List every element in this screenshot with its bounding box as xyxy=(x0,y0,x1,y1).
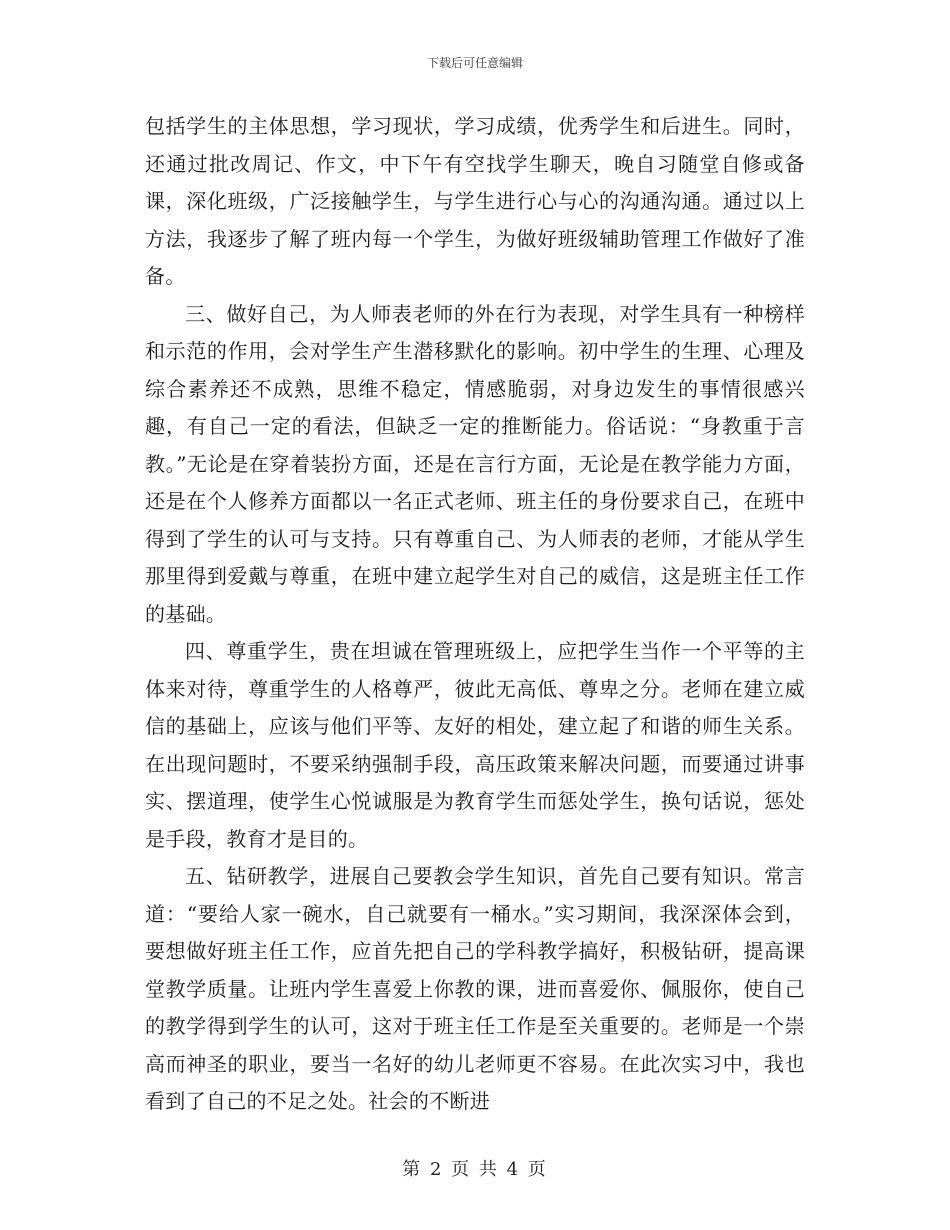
paragraph-continued: 包括学生的主体思想，学习现状，学习成绩，优秀学生和后进生。同时，还通过批改周记、作文，中下午有空找学生聊天，晚自习随堂自修或备课，深化班级，广泛接触学生，与学生进行心与心的沟通沟通。通过以上方法，我逐步了解了班内每一个学生，为做好班级辅助管理工作做好了准备。 xyxy=(145,114,805,288)
paragraph-section-4: 四、尊重学生，贵在坦诚在管理班级上，应把学生当作一个平等的主体来对待，尊重学生的人格尊严，彼此无高低、尊卑之分。老师在建立威信的基础上，应该与他们平等、友好的相处，建立起了和谐的师生关系。在出现问题时，不要采纳强制手段，高压政策来解决问题，而要通过讲事实、摆道理，使学生心悦诚服是为教育学生而惩处学生，换句话说，惩处是手段，教育才是目的。 xyxy=(145,639,805,851)
paragraph-section-5: 五、钻研教学，进展自己要教会学生知识，首先自己要有知识。常言道：“要给人家一碗水，自己就要有一桶水。”实习期间，我深深体会到，要想做好班主任工作，应首先把自己的学科教学搞好，积极钻研，提高课堂教学质量。让班内学生喜爱上你教的课，进而喜爱你、佩服你，使自己的教学得到学生的认可，这对于班主任工作是至关重要的。老师是一个崇高而神圣的职业，要当一名好的幼儿老师更不容易。在此次实习中，我也看到了自己的不足之处。社会的不断进 xyxy=(145,864,805,1113)
page-number-footer: 第 2 页 共 4 页 xyxy=(402,1159,548,1180)
document-body xyxy=(145,108,805,1121)
page-header: 下载后可任意编辑 xyxy=(426,56,523,70)
paragraph-section-3: 三、做好自己，为人师表老师的外在行为表现，对学生具有一种榜样和示范的作用，会对学生产生潜移默化的影响。初中学生的生理、心理及综合素养还不成熟，思维不稳定，情感脆弱，对身边发生的事情很感兴趣，有自己一定的看法，但缺乏一定的推断能力。俗话说：“身教重于言教。”无论是在穿着装扮方面，还是在言行方面，无论是在教学能力方面，还是在个人修养方面都以一名正式老师、班主任的身份要求自己，在班中得到了学生的认可与支持。只有尊重自己、为人师表的老师，才能从学生那里得到爱戴与尊重，在班中建立起学生对自己的威信，这是班主任工作的基础。 xyxy=(145,301,805,626)
